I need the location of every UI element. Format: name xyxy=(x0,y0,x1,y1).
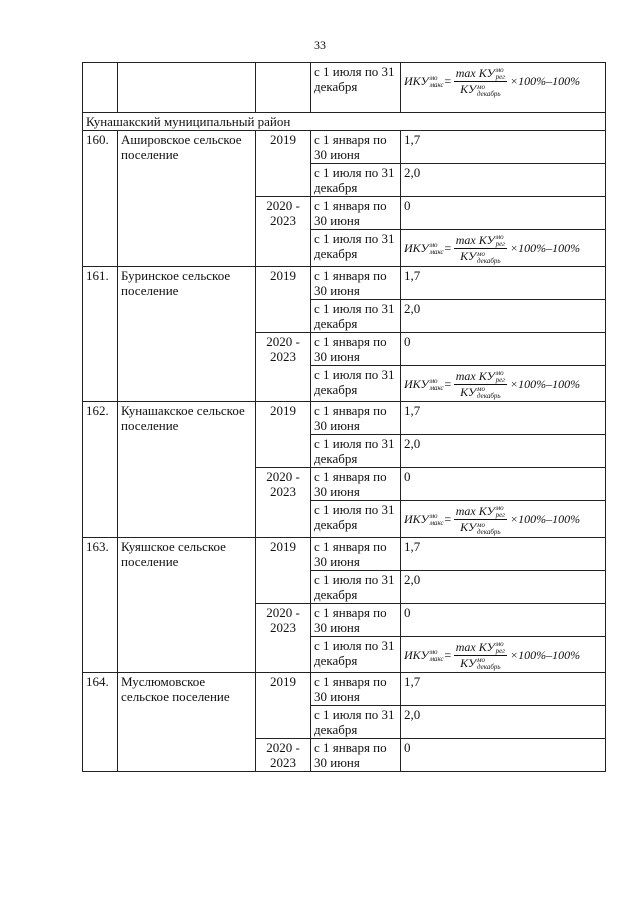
table-row xyxy=(83,131,606,164)
index-formula xyxy=(404,66,602,98)
period-cell: с 1 января по 30 июня xyxy=(311,402,401,435)
index-formula xyxy=(404,504,602,536)
formula-tail: ×100%–100% xyxy=(510,376,581,391)
year-cell: 2020 - 2023 xyxy=(256,332,311,402)
value-cell: 2,0 xyxy=(401,706,606,739)
value-cell: 0 xyxy=(401,739,606,772)
value-cell: 1,7 xyxy=(401,266,606,299)
value-cell: 2,0 xyxy=(401,435,606,468)
value-cell: 0 xyxy=(401,197,606,230)
formula-sub-maks: макс xyxy=(429,248,444,257)
period-cell: с 1 июля по 31 декабря xyxy=(311,501,401,538)
period-cell: с 1 января по 30 июня xyxy=(311,603,401,636)
year-cell: 2020 - 2023 xyxy=(256,603,311,673)
formula-sub-maks: макс xyxy=(429,654,444,663)
tariff-table xyxy=(82,62,606,772)
formula-max-ku: max КУ xyxy=(455,233,495,247)
formula-fraction xyxy=(454,66,507,98)
formula-tail: ×100%–100% xyxy=(510,512,581,527)
formula-fraction xyxy=(454,369,507,401)
formula-sup-mo: мо xyxy=(429,376,438,385)
formula-iku: ИКУ xyxy=(404,647,429,662)
formula-tail: ×100%–100% xyxy=(510,74,581,89)
period-text: с 1 июля по 31 декабря xyxy=(314,64,395,94)
year-cell: 2019 xyxy=(256,673,311,739)
year-cell: 2019 xyxy=(256,402,311,468)
page-number: 33 xyxy=(314,38,326,52)
formula-cell xyxy=(401,636,606,673)
period-cell xyxy=(311,63,401,113)
period-cell: с 1 января по 30 июня xyxy=(311,131,401,164)
period-cell: с 1 июля по 31 декабря xyxy=(311,365,401,402)
formula-fraction xyxy=(454,233,507,265)
formula-sub-reg: рег xyxy=(495,511,505,520)
formula-eq: = xyxy=(443,647,452,662)
year-cell: 2019 xyxy=(256,131,311,197)
formula-sup-mo: мо xyxy=(477,385,486,393)
formula-fraction xyxy=(454,640,507,672)
name-cell xyxy=(118,63,256,113)
formula-cell xyxy=(401,230,606,267)
formula-eq: = xyxy=(443,376,452,391)
period-cell: с 1 июля по 31 декабря xyxy=(311,636,401,673)
formula-sup-mo: мо xyxy=(477,520,486,529)
table-row-continuation xyxy=(83,63,606,113)
formula-eq: = xyxy=(443,241,452,256)
formula-iku: ИКУ xyxy=(404,74,429,89)
formula-sub-reg: рег xyxy=(495,240,505,249)
formula-sub-dekabr: декабрь xyxy=(477,527,501,536)
formula-sup-mo: мо xyxy=(429,647,438,656)
period-cell: с 1 января по 30 июня xyxy=(311,468,401,501)
formula-ku: КУ xyxy=(460,249,477,264)
formula-eq: = xyxy=(443,74,452,89)
value-cell: 1,7 xyxy=(401,402,606,435)
formula-sup-mo: мо xyxy=(495,504,504,513)
value-cell: 1,7 xyxy=(401,673,606,706)
value-cell: 2,0 xyxy=(401,299,606,332)
formula-sup-mo: мо xyxy=(477,82,486,91)
region-title: Кунашакский муниципальный район xyxy=(83,113,606,131)
formula-sup-mo: мо xyxy=(495,639,504,648)
index-formula xyxy=(404,369,602,401)
formula-tail: ×100%–100% xyxy=(510,241,581,256)
formula-ku: КУ xyxy=(460,384,477,399)
index-formula xyxy=(404,233,602,265)
row-number: 160. xyxy=(83,131,118,267)
period-cell: с 1 июля по 31 декабря xyxy=(311,570,401,603)
formula-sub-dekabr: декабрь xyxy=(477,663,501,671)
formula-sub-reg: рег xyxy=(495,375,505,384)
formula-sup-mo: мо xyxy=(429,74,438,83)
row-number: 162. xyxy=(83,402,118,538)
period-cell: с 1 января по 30 июня xyxy=(311,739,401,772)
formula-sup-mo: мо xyxy=(429,512,438,521)
value-cell: 2,0 xyxy=(401,164,606,197)
period-cell: с 1 июля по 31 декабря xyxy=(311,299,401,332)
value-cell: 2,0 xyxy=(401,570,606,603)
formula-sub-dekabr: декабрь xyxy=(477,89,501,98)
period-cell: с 1 января по 30 июня xyxy=(311,537,401,570)
table-row xyxy=(83,266,606,299)
value-cell: 0 xyxy=(401,603,606,636)
year-cell: 2020 - 2023 xyxy=(256,468,311,538)
table-row xyxy=(83,673,606,706)
formula-fraction xyxy=(454,504,507,536)
formula-max-ku: max КУ xyxy=(455,368,495,383)
year-cell: 2020 - 2023 xyxy=(256,739,311,772)
formula-sub-maks: макс xyxy=(429,81,444,90)
formula-iku: ИКУ xyxy=(404,512,429,527)
period-cell: с 1 января по 30 июня xyxy=(311,673,401,706)
formula-sup-mo: мо xyxy=(495,233,504,242)
formula-sup-mo: мо xyxy=(429,241,438,250)
value-cell: 1,7 xyxy=(401,131,606,164)
formula-sub-reg: рег xyxy=(495,73,505,82)
formula-ku: КУ xyxy=(460,82,477,97)
year-cell xyxy=(256,63,311,113)
formula-sup-mo: мо xyxy=(495,66,504,75)
period-cell: с 1 января по 30 июня xyxy=(311,332,401,365)
formula-cell xyxy=(401,63,606,113)
value-cell: 0 xyxy=(401,468,606,501)
period-cell: с 1 июля по 31 декабря xyxy=(311,706,401,739)
formula-tail: ×100%–100% xyxy=(510,647,581,662)
table-row xyxy=(83,537,606,570)
formula-eq: = xyxy=(443,512,452,527)
settlement-name: Муслюмовское сельское поселение xyxy=(118,673,256,772)
formula-cell xyxy=(401,365,606,402)
formula-iku: ИКУ xyxy=(404,241,429,256)
period-cell: с 1 июля по 31 декабря xyxy=(311,435,401,468)
formula-sup-mo: мо xyxy=(477,656,486,664)
num-cell xyxy=(83,63,118,113)
settlement-name: Куяшское сельское поселение xyxy=(118,537,256,673)
row-number: 161. xyxy=(83,266,118,402)
row-number: 164. xyxy=(83,673,118,772)
formula-sub-dekabr: декабрь xyxy=(477,392,501,400)
formula-sub-dekabr: декабрь xyxy=(477,256,501,265)
formula-ku: КУ xyxy=(460,520,477,535)
row-number: 163. xyxy=(83,537,118,673)
formula-cell xyxy=(401,501,606,538)
formula-max-ku: max КУ xyxy=(455,639,495,654)
formula-max-ku: max КУ xyxy=(455,66,495,80)
period-cell: с 1 июля по 31 декабря xyxy=(311,230,401,267)
year-cell: 2020 - 2023 xyxy=(256,197,311,267)
formula-iku: ИКУ xyxy=(404,376,429,391)
formula-sup-mo: мо xyxy=(495,368,504,377)
formula-sup-mo: мо xyxy=(477,249,486,258)
year-cell: 2019 xyxy=(256,537,311,603)
index-formula xyxy=(404,640,602,672)
settlement-name: Буринское сельское поселение xyxy=(118,266,256,402)
period-cell: с 1 июля по 31 декабря xyxy=(311,164,401,197)
settlement-name: Кунашакское сельское поселение xyxy=(118,402,256,538)
region-row xyxy=(83,113,606,131)
value-cell: 1,7 xyxy=(401,537,606,570)
year-cell: 2019 xyxy=(256,266,311,332)
formula-sub-reg: рег xyxy=(495,646,505,655)
period-cell: с 1 января по 30 июня xyxy=(311,266,401,299)
value-cell: 0 xyxy=(401,332,606,365)
formula-max-ku: max КУ xyxy=(455,504,495,518)
settlement-name: Ашировское сельское поселение xyxy=(118,131,256,267)
formula-sub-maks: макс xyxy=(429,383,444,392)
formula-ku: КУ xyxy=(460,655,477,670)
table-row xyxy=(83,402,606,435)
formula-sub-maks: макс xyxy=(429,519,444,528)
period-cell: с 1 января по 30 июня xyxy=(311,197,401,230)
